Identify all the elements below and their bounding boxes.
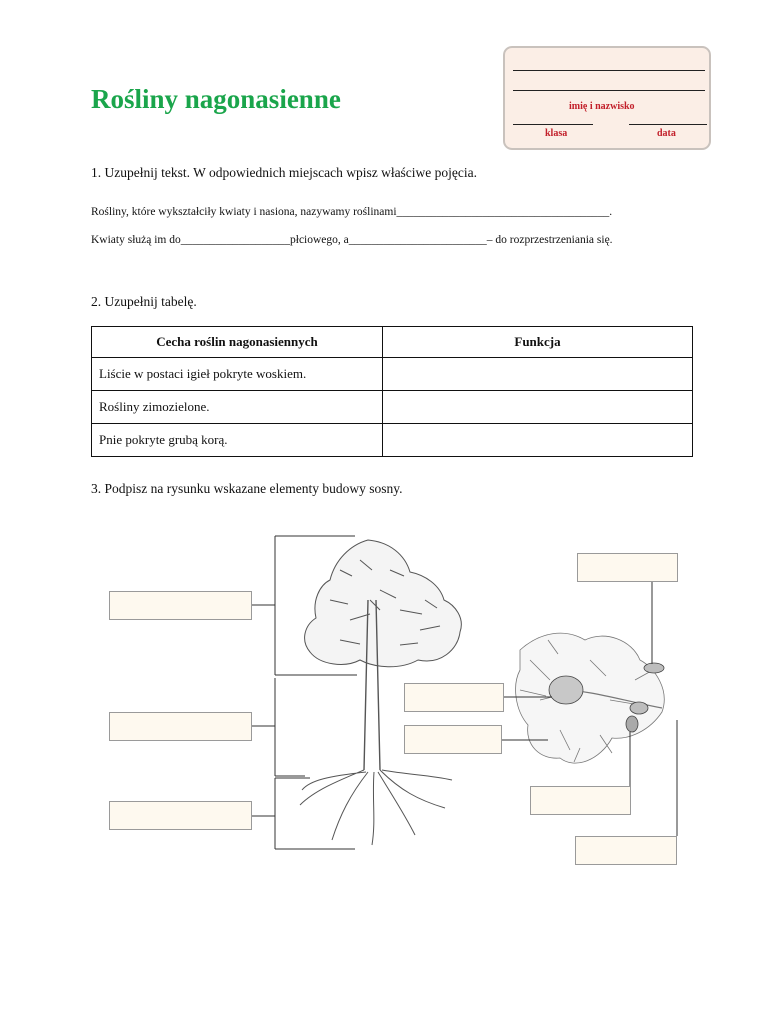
label-box-branch[interactable] [575, 836, 677, 865]
label-box-needles[interactable] [404, 725, 502, 754]
task1-heading: 1. Uzupełnij tekst. W odpowiednich miejscach wpisz właściwe pojęcia. [91, 165, 478, 180]
feature-cell: Rośliny zimozielone. [92, 391, 383, 424]
column-header-function: Funkcja [383, 327, 693, 358]
name-label: imię i nazwisko [569, 101, 635, 112]
label-box-trunk[interactable] [109, 712, 252, 741]
pine-branch-illustration [516, 633, 665, 763]
label-box-roots[interactable] [109, 801, 252, 830]
feature-cell: Pnie pokryte grubą korą. [92, 424, 383, 457]
task1-sentence-2[interactable]: Kwiaty służą im do___________________płciowego, a________________________– do rozprzestrzeniania się. [91, 234, 613, 246]
label-box-cone[interactable] [404, 683, 504, 712]
column-header-feature: Cecha roślin nagonasiennych [92, 327, 383, 358]
label-box-young-cone[interactable] [577, 553, 678, 582]
task1-sentence-1[interactable]: Rośliny, które wykształciły kwiaty i nasiona, nazywamy roślinami_____________________________________. [91, 206, 613, 218]
label-box-crown[interactable] [109, 591, 252, 620]
label-box-open-cone[interactable] [530, 786, 631, 815]
task2-heading: 2. Uzupełnij tabelę. [91, 294, 197, 309]
feature-cell: Liście w postaci igieł pokryte woskiem. [92, 358, 383, 391]
class-label: klasa [545, 128, 568, 139]
task3-heading: 3. Podpisz na rysunku wskazane elementy budowy sosny. [91, 481, 403, 496]
date-label: data [657, 128, 676, 139]
page-title: Rośliny nagonasienne [91, 84, 341, 114]
